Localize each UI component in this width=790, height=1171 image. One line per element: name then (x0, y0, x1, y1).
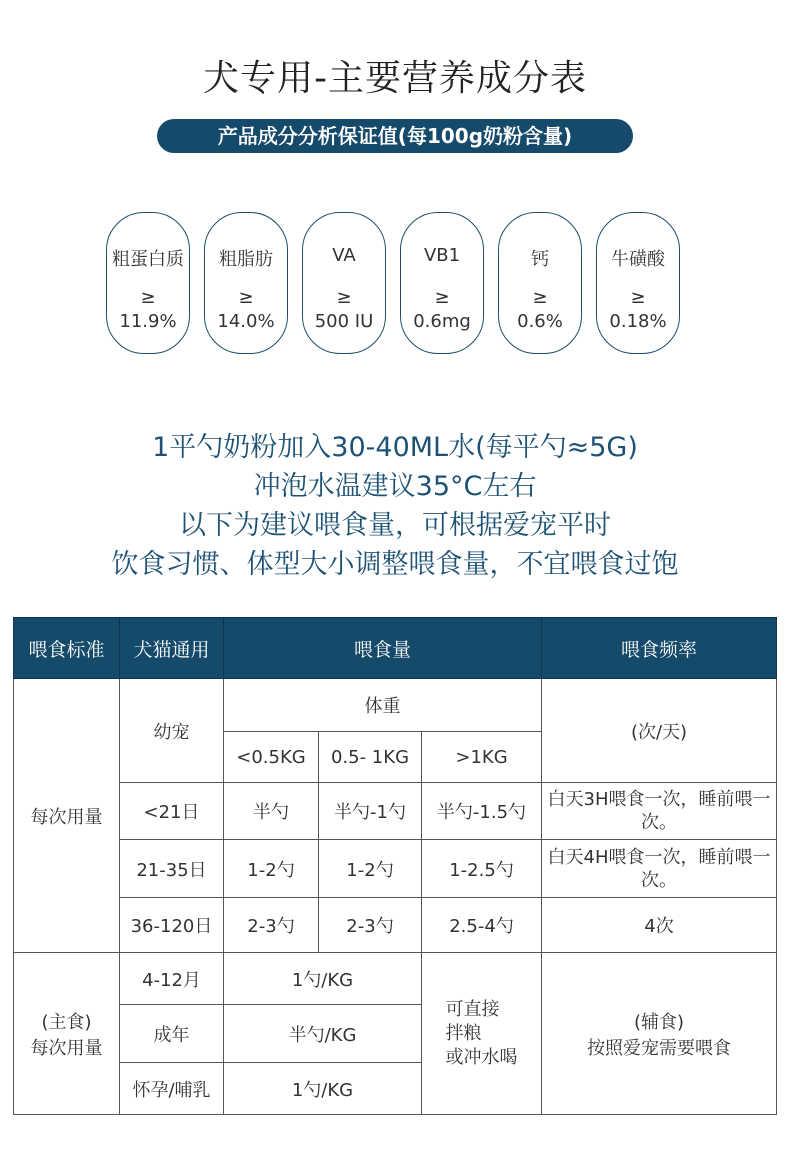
puppy-stage-label: 幼宠 (120, 679, 224, 783)
nutrient-geq-symbol: ≥ (238, 287, 254, 308)
frequency-unit-label: (次/天) (542, 679, 777, 783)
nutrient-geq-symbol: ≥ (630, 287, 646, 308)
nutrient-value: 14.0% (217, 311, 275, 332)
frequency-cell: 白天4H喂食一次，睡前喂一次。 (542, 840, 777, 898)
instruction-line: 冲泡水温建议35°C左右 (253, 471, 537, 502)
nutrient-name: 粗脂肪 (219, 249, 273, 270)
weight-col-0-5-1kg: 0.5- 1KG (319, 732, 422, 783)
method-line: 可直接 (445, 998, 500, 1020)
amount-cell: 半勺/KG (224, 1005, 422, 1063)
method-line: 或冲水喝 (445, 1046, 518, 1068)
nutrient-name: VA (332, 245, 356, 266)
nutrient-value: 11.9% (119, 311, 177, 332)
stage-cell: 4-12月 (120, 953, 224, 1005)
nutrient-value: 0.6% (517, 311, 563, 332)
nutrient-list (106, 212, 686, 357)
age-cell: 36-120日 (120, 898, 224, 953)
feeding-instructions (0, 428, 790, 584)
nutrient-geq-symbol: ≥ (140, 287, 156, 308)
nutrient-value: 0.18% (609, 311, 667, 332)
table-row (14, 898, 777, 953)
nutrient-name: 粗蛋白质 (112, 249, 184, 270)
nutrient-name: VB1 (423, 245, 461, 266)
feeding-table (13, 617, 777, 1115)
main-usage-label-line1: (主食) (41, 1011, 92, 1033)
frequency-cell: 4次 (542, 898, 777, 953)
main-usage-label-line2: 每次用量 (30, 1037, 103, 1059)
amount-cell: 半勺 (224, 783, 319, 840)
amount-cell: 2-3勺 (224, 898, 319, 953)
nutrient-geq-symbol: ≥ (336, 287, 352, 308)
instruction-line: 饮食习惯、体型大小调整喂食量，不宜喂食过饱 (111, 549, 679, 580)
amount-cell: 1-2.5勺 (422, 840, 542, 898)
header-feeding-standard: 喂食标准 (14, 618, 120, 679)
instruction-line: 以下为建议喂食量，可根据爱宠平时 (179, 510, 611, 541)
nutrient-value: 0.6mg (413, 311, 471, 332)
weight-col-under-0-5kg: <0.5KG (224, 732, 319, 783)
header-feeding-amount: 喂食量 (224, 618, 542, 679)
header-feeding-frequency: 喂食频率 (542, 618, 777, 679)
supplement-label: (辅食) (633, 1011, 685, 1033)
method-line: 拌粮 (445, 1022, 482, 1044)
supplement-frequency-cell (542, 953, 777, 1115)
amount-cell: 1-2勺 (224, 840, 319, 898)
subtitle-banner: 产品成分分析保证值(每100g奶粉含量) (157, 119, 633, 153)
table-row (14, 783, 777, 840)
main-usage-label (14, 953, 120, 1115)
nutrient-card-vb1 (400, 212, 484, 354)
nutrient-card-va (302, 212, 386, 354)
nutrient-card-calcium (498, 212, 582, 354)
weight-col-over-1kg: >1KG (422, 732, 542, 783)
nutrient-card-crude-protein (106, 212, 190, 354)
amount-cell: 1勺/KG (224, 953, 422, 1005)
nutrient-geq-symbol: ≥ (434, 287, 450, 308)
nutrient-name: 钙 (531, 249, 549, 270)
instruction-line: 1平勺奶粉加入30-40ML水(每平勺≈5G) (152, 432, 638, 463)
header-dog-cat-universal: 犬猫通用 (120, 618, 224, 679)
age-cell: 21-35日 (120, 840, 224, 898)
amount-cell: 1-2勺 (319, 840, 422, 898)
feeding-method-cell (422, 953, 542, 1115)
age-cell: <21日 (120, 783, 224, 840)
table-header-row (14, 618, 777, 679)
puppy-usage-label: 每次用量 (14, 679, 120, 953)
amount-cell: 2.5-4勺 (422, 898, 542, 953)
amount-cell: 2-3勺 (319, 898, 422, 953)
supplement-note: 按照爱宠需要喂食 (587, 1037, 732, 1059)
table-row (14, 840, 777, 898)
page-title: 犬专用-主要营养成分表 (203, 58, 587, 99)
weight-header: 体重 (224, 679, 542, 732)
nutrient-geq-symbol: ≥ (532, 287, 548, 308)
nutrient-name: 牛磺酸 (611, 249, 665, 270)
stage-cell: 成年 (120, 1005, 224, 1063)
table-row (14, 679, 777, 732)
nutrient-value: 500 IU (314, 311, 374, 332)
amount-cell: 1勺/KG (224, 1063, 422, 1115)
amount-cell: 半勺-1勺 (319, 783, 422, 840)
stage-cell: 怀孕/哺乳 (120, 1063, 224, 1115)
amount-cell: 半勺-1.5勺 (422, 783, 542, 840)
nutrient-card-taurine (596, 212, 680, 354)
frequency-cell: 白天3H喂食一次，睡前喂一次。 (542, 783, 777, 840)
table-row (14, 953, 777, 1005)
nutrient-card-crude-fat (204, 212, 288, 354)
